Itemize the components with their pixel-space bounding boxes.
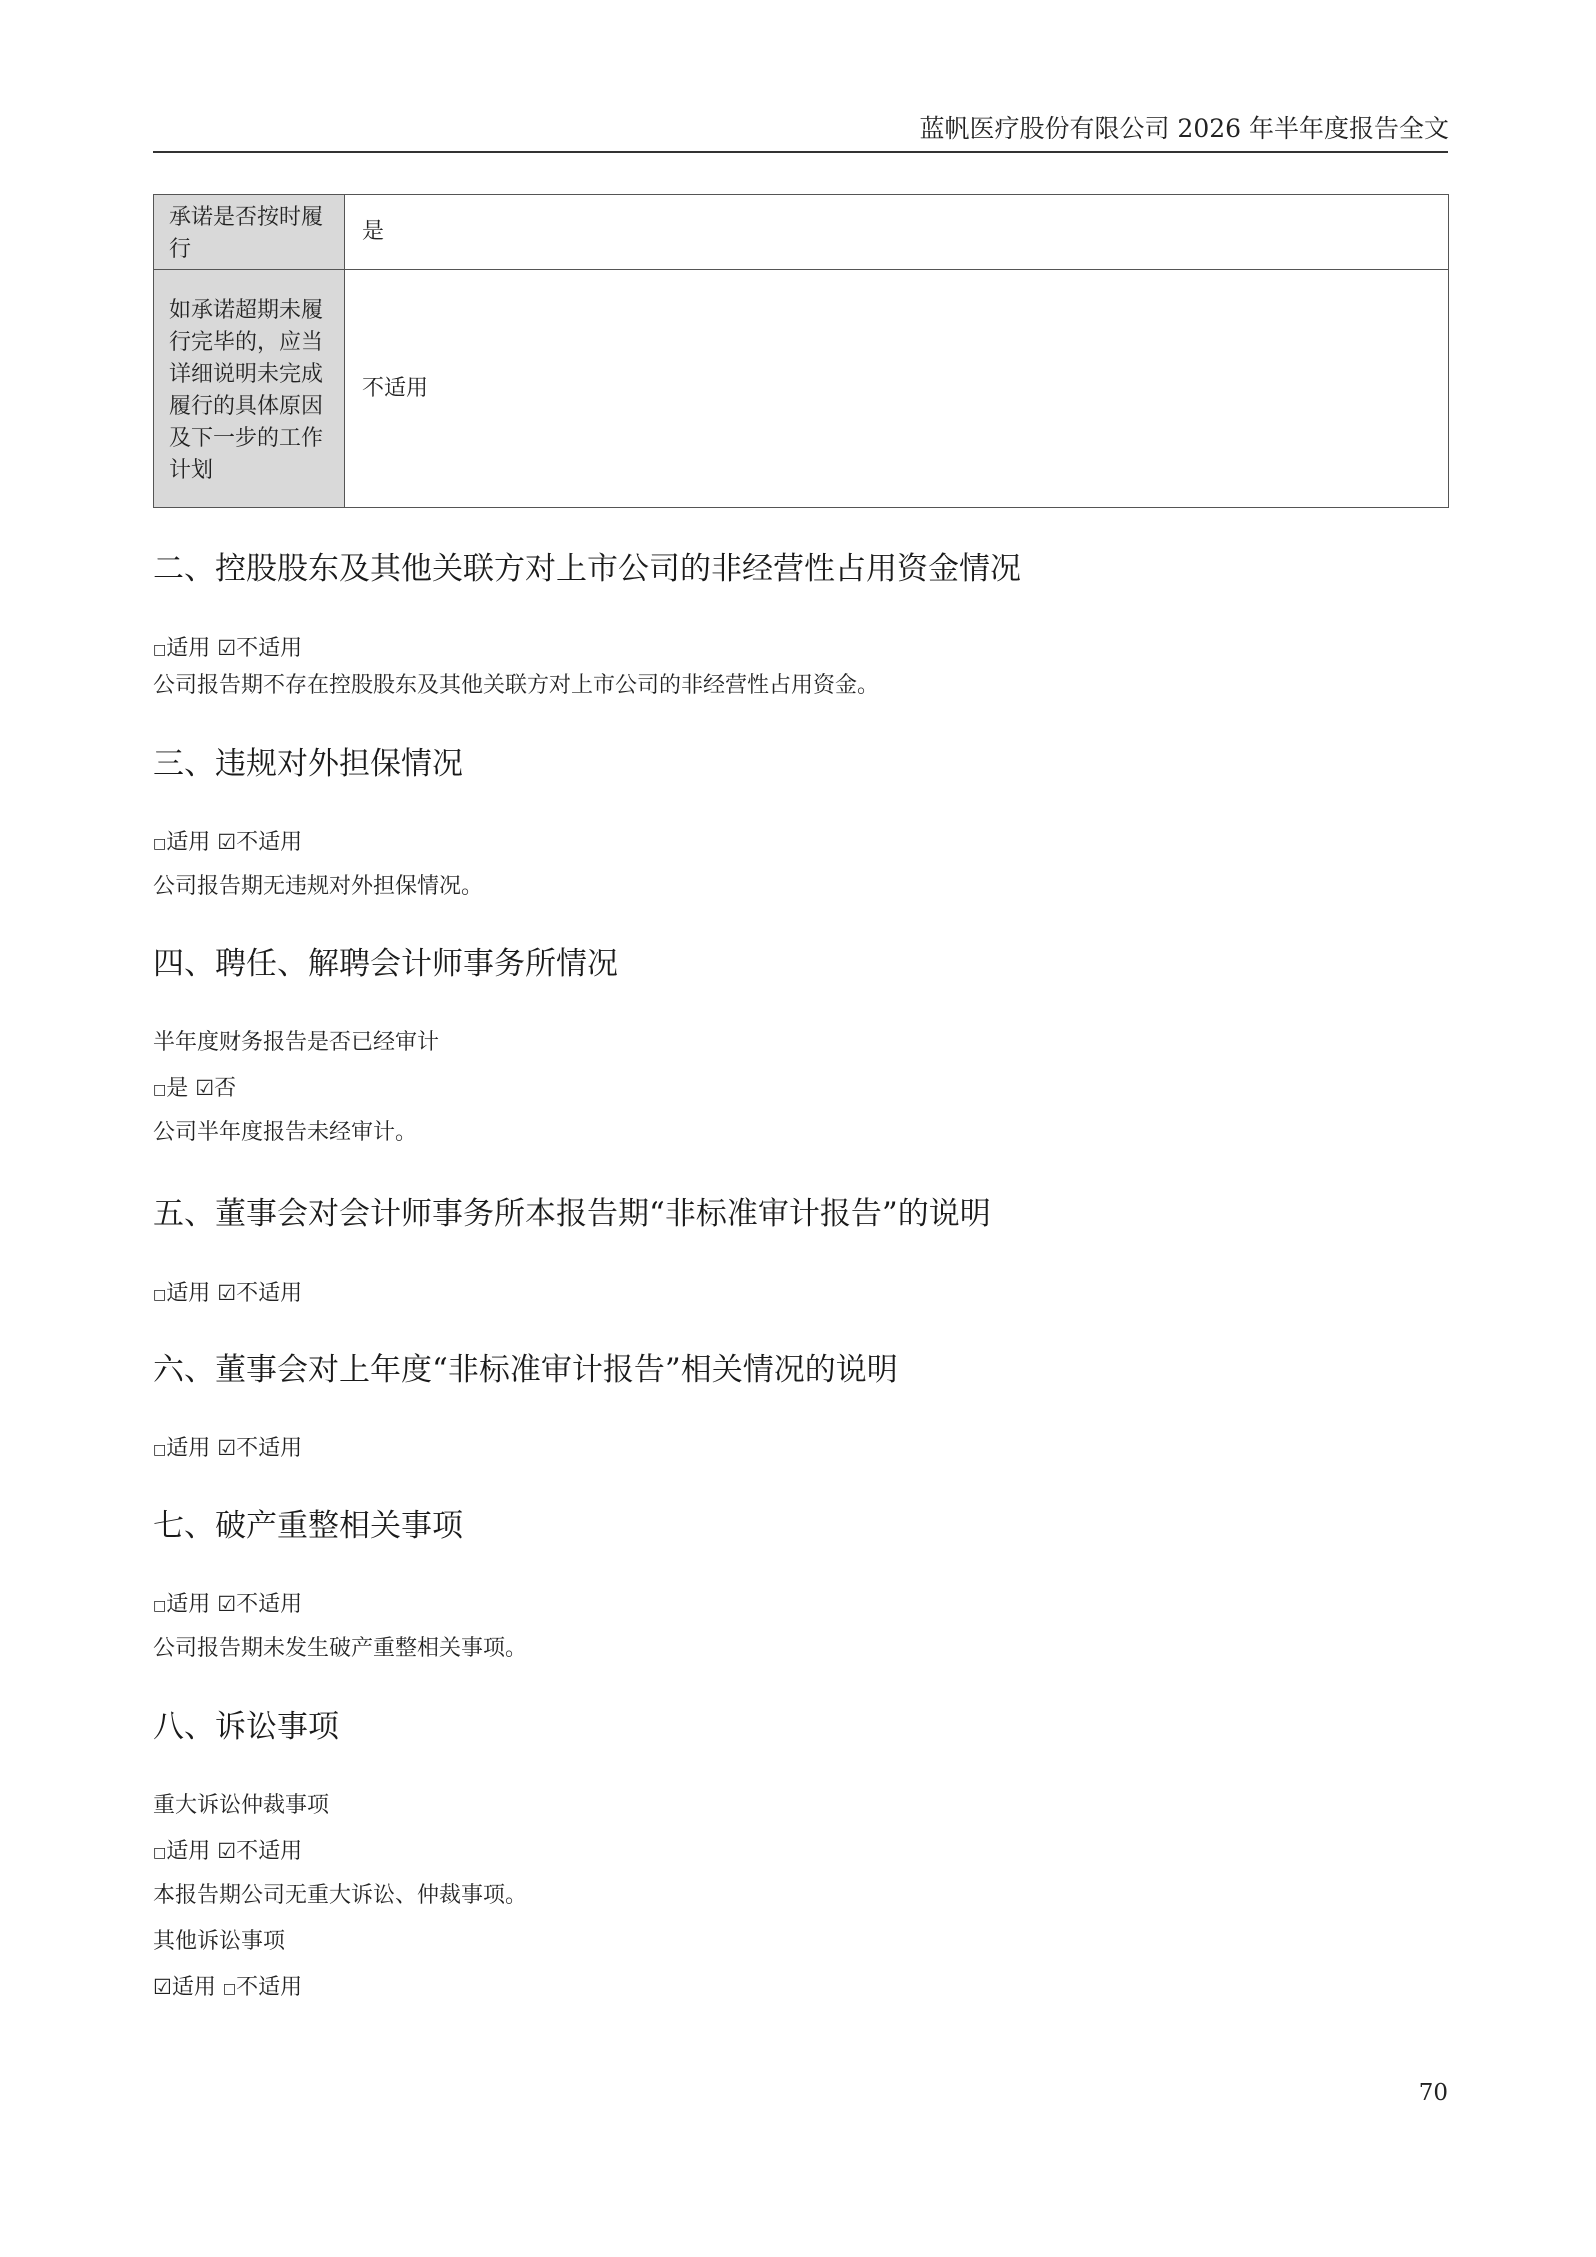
page-number: 70 [1418, 2080, 1448, 2106]
section-5-applicability [153, 1278, 302, 1310]
section-3-text: 公司报告期无违规对外担保情况。 [153, 874, 484, 899]
not-applicable-label: 不适用 [236, 1975, 303, 2000]
applicable-label: 适用 [166, 830, 211, 855]
empty-checkbox-icon: □ [153, 642, 167, 658]
section-5-heading: 五、董事会对会计师事务所本报告期“非标准审计报告”的说明 [153, 1196, 991, 1232]
section-3-applicability [153, 827, 302, 859]
section-2-heading: 二、控股股东及其他关联方对上市公司的非经营性占用资金情况 [153, 551, 1021, 587]
empty-checkbox-icon: □ [153, 1442, 167, 1458]
empty-checkbox-icon: □ [222, 1981, 237, 1997]
empty-checkbox-icon: □ [153, 836, 167, 852]
not-applicable-label: 不适用 [236, 1281, 303, 1306]
applicable-label: 适用 [166, 636, 211, 661]
checked-checkbox-icon: ☑ [195, 1076, 215, 1100]
checked-checkbox-icon: ☑ [217, 1436, 237, 1460]
table-row [154, 195, 1449, 270]
table-value-cell: 是 [345, 195, 1449, 270]
empty-checkbox-icon: □ [153, 1082, 167, 1098]
not-applicable-label: 不适用 [236, 636, 303, 661]
section-7-applicability [153, 1589, 302, 1621]
checked-checkbox-icon: ☑ [217, 1839, 237, 1863]
section-4-audit-choice [153, 1073, 236, 1105]
other-litigation-heading: 其他诉讼事项 [153, 1929, 286, 1954]
major-litigation-text: 本报告期公司无重大诉讼、仲裁事项。 [153, 1883, 528, 1908]
table-label-cell: 承诺是否按时履行 [154, 195, 345, 270]
major-litigation-applicability [153, 1836, 302, 1868]
yes-label: 是 [166, 1076, 189, 1101]
section-4-question: 半年度财务报告是否已经审计 [153, 1030, 440, 1055]
applicable-label: 适用 [171, 1975, 216, 2000]
commitment-table [153, 194, 1449, 508]
empty-checkbox-icon: □ [153, 1845, 167, 1861]
section-7-heading: 七、破产重整相关事项 [153, 1508, 463, 1544]
applicable-label: 适用 [166, 1281, 211, 1306]
report-header-title: 蓝帆医疗股份有限公司 2026 年半年度报告全文 [919, 114, 1449, 143]
section-6-applicability [153, 1433, 302, 1465]
checked-checkbox-icon: ☑ [217, 636, 237, 660]
checked-checkbox-icon: ☑ [217, 1281, 237, 1305]
section-8-heading: 八、诉讼事项 [153, 1709, 339, 1745]
section-7-text: 公司报告期未发生破产重整相关事项。 [153, 1636, 528, 1661]
empty-checkbox-icon: □ [153, 1287, 167, 1303]
applicable-label: 适用 [166, 1592, 211, 1617]
header-divider [153, 151, 1448, 153]
not-applicable-label: 不适用 [236, 830, 303, 855]
applicable-label: 适用 [166, 1839, 211, 1864]
table-value-cell: 不适用 [345, 270, 1449, 508]
checked-checkbox-icon: ☑ [217, 830, 237, 854]
section-6-heading: 六、董事会对上年度“非标准审计报告”相关情况的说明 [153, 1352, 898, 1388]
section-4-text: 公司半年度报告未经审计。 [153, 1120, 418, 1145]
section-4-heading: 四、聘任、解聘会计师事务所情况 [153, 946, 618, 982]
not-applicable-label: 不适用 [236, 1436, 303, 1461]
not-applicable-label: 不适用 [236, 1839, 303, 1864]
no-label: 否 [214, 1076, 237, 1101]
empty-checkbox-icon: □ [153, 1598, 167, 1614]
table-row [154, 270, 1449, 508]
checked-checkbox-icon: ☑ [153, 1975, 172, 1999]
section-3-heading: 三、违规对外担保情况 [153, 746, 463, 782]
other-litigation-applicability [153, 1972, 302, 2004]
section-2-text: 公司报告期不存在控股股东及其他关联方对上市公司的非经营性占用资金。 [153, 673, 880, 698]
section-2-applicability [153, 633, 302, 665]
not-applicable-label: 不适用 [236, 1592, 303, 1617]
applicable-label: 适用 [166, 1436, 211, 1461]
table-label-cell: 如承诺超期未履行完毕的，应当详细说明未完成履行的具体原因及下一步的工作计划 [154, 270, 345, 508]
checked-checkbox-icon: ☑ [217, 1592, 237, 1616]
major-litigation-heading: 重大诉讼仲裁事项 [153, 1793, 330, 1818]
